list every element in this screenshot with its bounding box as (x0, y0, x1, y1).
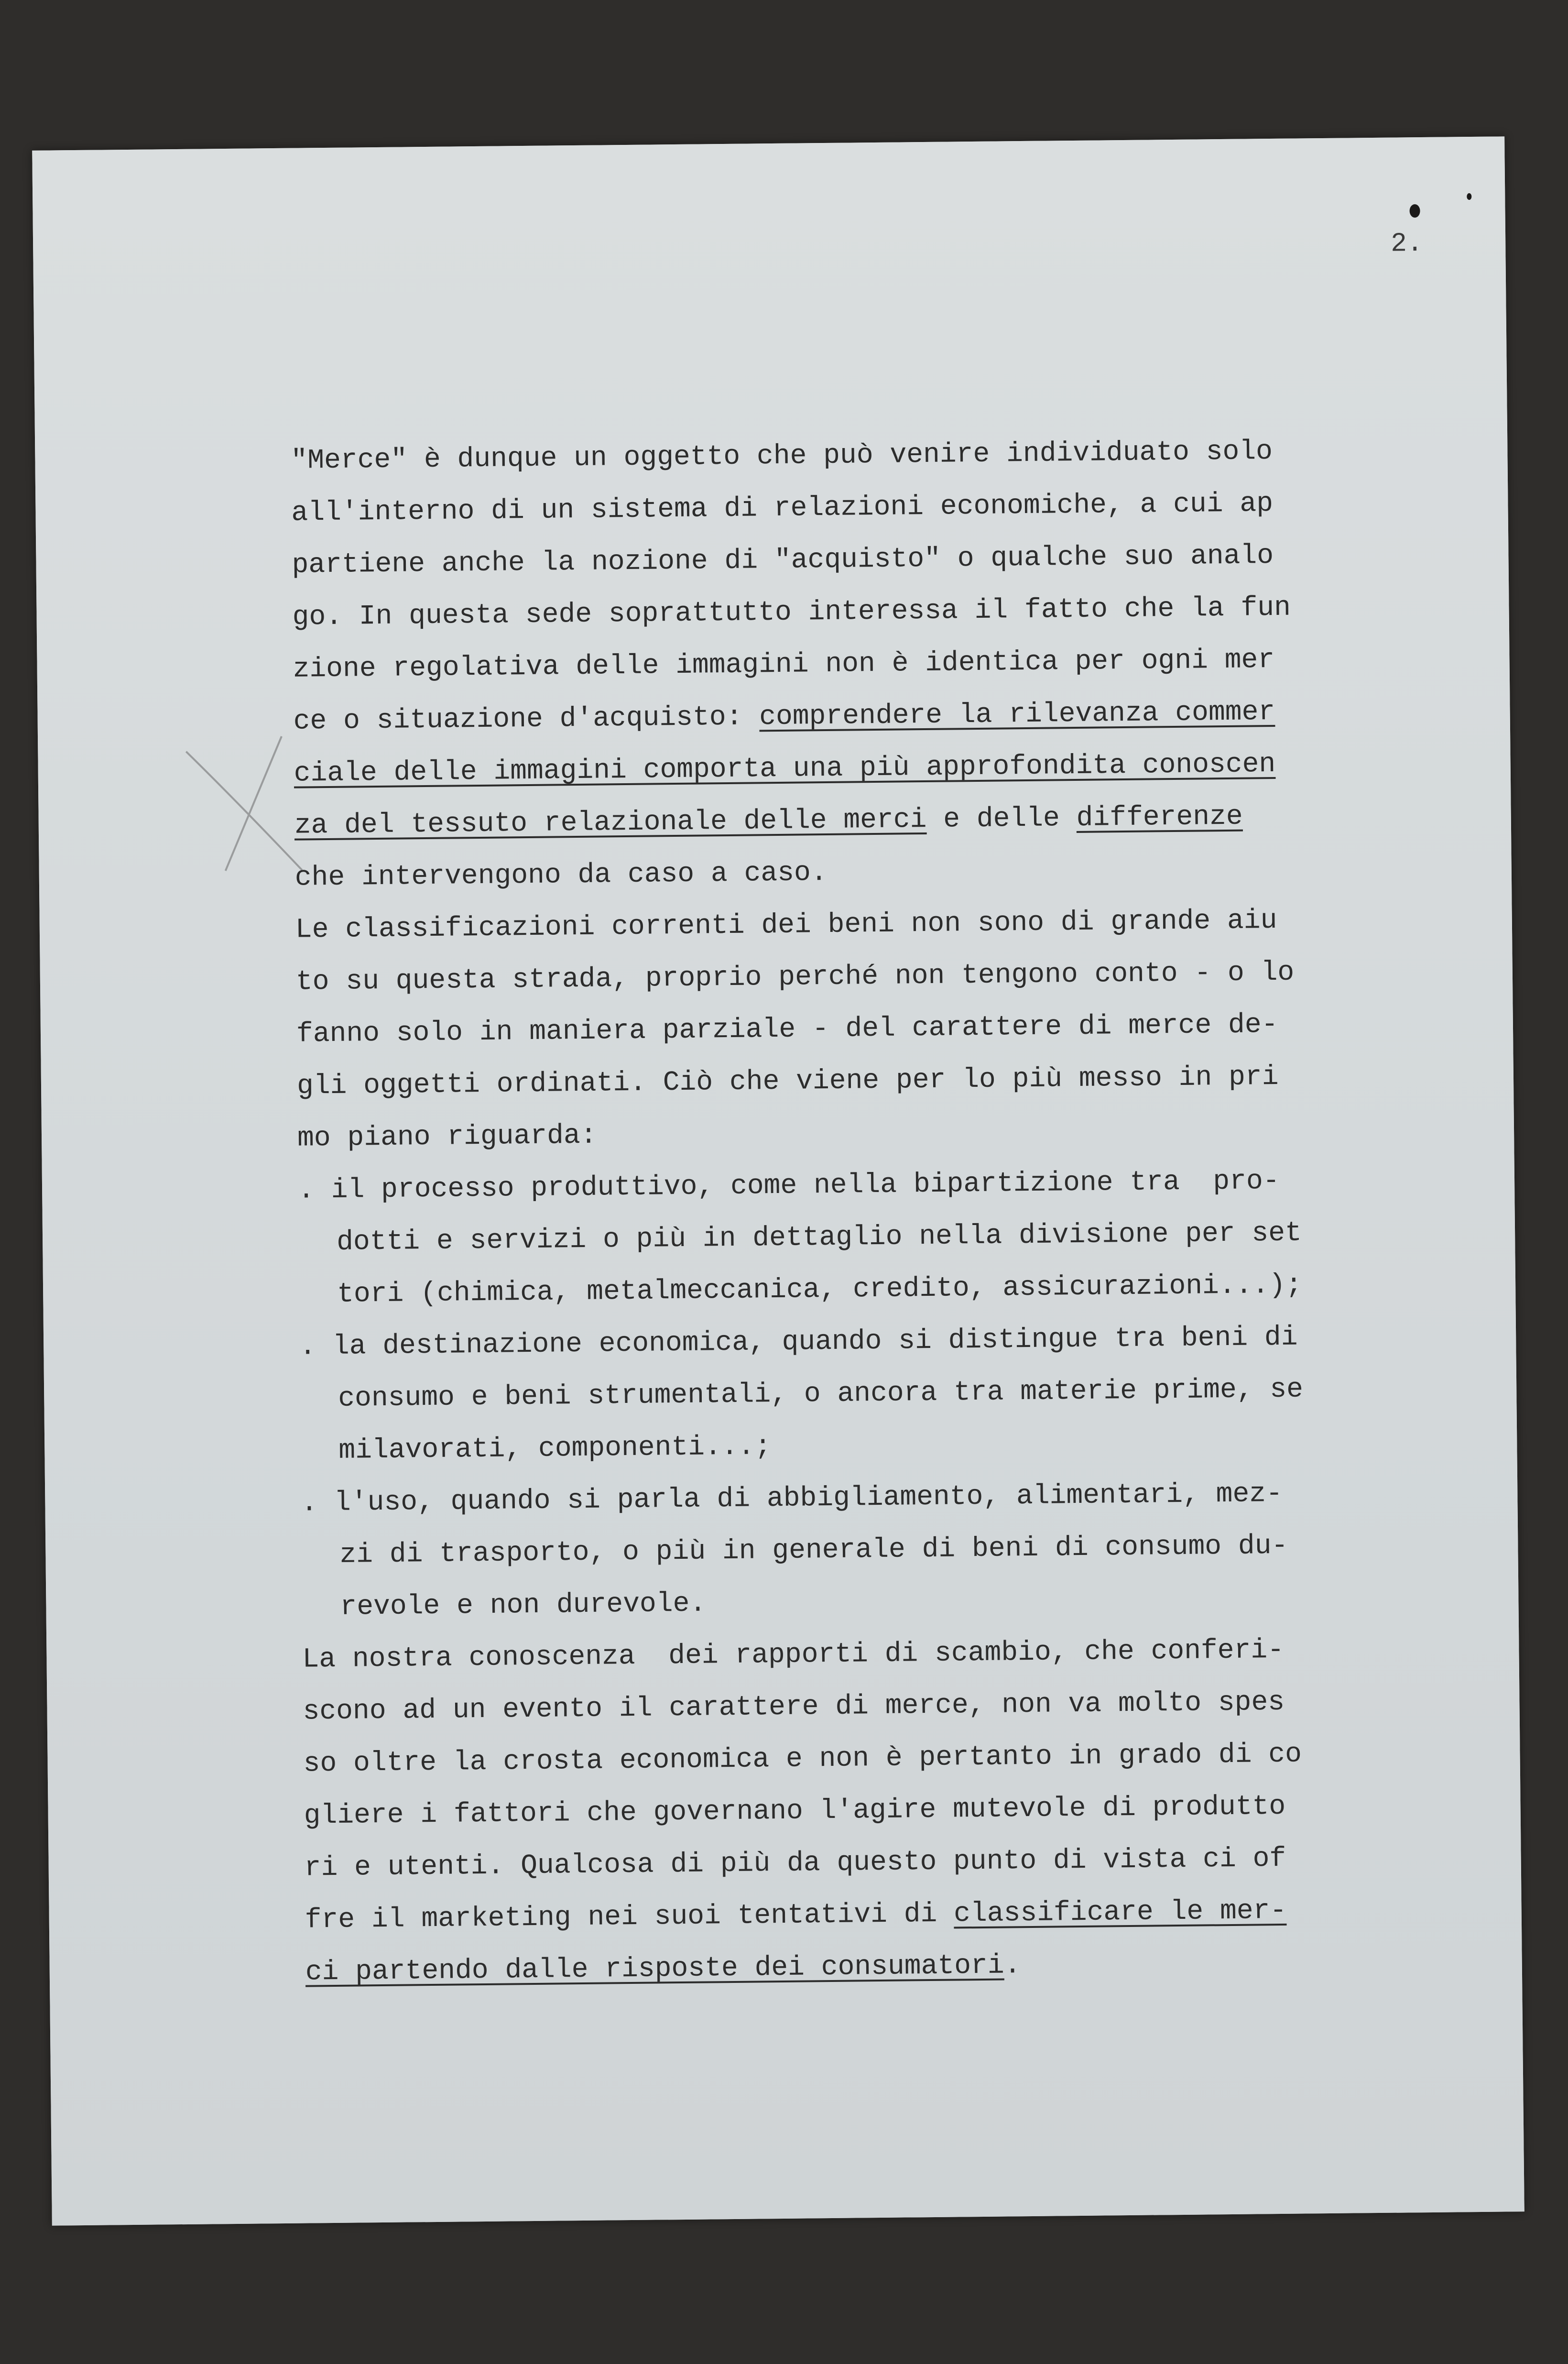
text-line (301, 1519, 1416, 1581)
page-number: 2. (1390, 228, 1423, 259)
text-line (294, 789, 1408, 852)
underlined-text: comprendere la rilevanza commer (759, 696, 1275, 733)
document-page (32, 136, 1524, 2225)
underlined-text: classificare le mer- (953, 1895, 1287, 1930)
line-text: partiene anche la nozione di "acquisto" o qualche suo analo (292, 540, 1274, 581)
pencil-cross-mark (181, 731, 307, 876)
body-text (291, 424, 1419, 1998)
underlined-text: za del tessuto relazionale delle merci (294, 804, 927, 842)
line-text: to su questa strada, proprio perché non tengono conto - o lo (295, 957, 1295, 998)
punch-hole-small (1467, 193, 1471, 200)
line-text: "Merce" è dunque un oggetto che può venire individuato solo (291, 436, 1273, 477)
text-line (305, 1883, 1419, 1946)
line-text: Le classificazioni correnti dei beni non sono di grande aiu (295, 905, 1277, 946)
line-text: fre il marketing nei suoi tentativi di (305, 1898, 954, 1936)
line-text: e delle (926, 802, 1077, 835)
line-text: scono ad un evento il carattere di merce, non va molto spes (303, 1686, 1285, 1728)
text-line (297, 1050, 1411, 1112)
underlined-text: differenze (1076, 801, 1243, 834)
line-text: ri e utenti. Qualcosa di più da questo punto di vista ci of (304, 1843, 1286, 1884)
line-text: dotti e servizi o più in dettaglio nella divisione per set (336, 1217, 1302, 1258)
text-line (300, 1362, 1414, 1425)
underlined-text: ciale delle immagini comporta una più approfondita conoscen (294, 748, 1276, 789)
line-text: consumo e beni strumentali, o ancora tra materie prime, se (338, 1374, 1304, 1414)
line-text: . (1004, 1950, 1021, 1981)
text-line (305, 1936, 1419, 1998)
line-text: ce o situazione d'acquisto: (293, 701, 760, 737)
line-text: . la destinazione economica, quando si distingue tra beni di (299, 1322, 1298, 1363)
line-text: go. In questa sede soprattutto interessa il fatto che la fun (292, 592, 1291, 633)
line-text: so oltre la crosta economica e non è pertanto in grado di co (303, 1739, 1302, 1780)
line-text: La nostra conoscenza dei rapporti di scambio, che conferi- (302, 1634, 1285, 1675)
line-text: . l'uso, quando si parla di abbigliamento, alimentari, mez- (301, 1478, 1283, 1519)
underlined-text: ci partendo dalle risposte dei consumatori (305, 1950, 1004, 1988)
punch-hole (1409, 204, 1420, 218)
line-text: gli oggetti ordinati. Ciò che viene per lo più messo in pri (296, 1061, 1279, 1102)
line-text: all'interno di un sistema di relazioni economiche, a cui ap (291, 488, 1274, 529)
line-text: zione regolativa delle immagini non è identica per ogni mer (293, 644, 1275, 685)
line-text: che intervengono da caso a caso. (294, 857, 828, 894)
line-text: zi di trasporto, o più in generale di beni di consumo du- (339, 1530, 1288, 1571)
line-text: tori (chimica, metalmeccanica, credito, assicurazioni...); (337, 1270, 1303, 1310)
line-text: revole e non durevole. (340, 1588, 707, 1623)
line-text: fanno solo in maniera parziale - del carattere di merce de- (296, 1009, 1278, 1050)
line-text: gliere i fattori che governano l'agire mutevole di produtto (304, 1791, 1286, 1832)
line-text: . il processo produttivo, come nella bipartizione tra pro- (297, 1165, 1280, 1206)
line-text: milavorati, componenti...; (338, 1431, 772, 1467)
line-text: mo piano riguarda: (297, 1120, 597, 1154)
